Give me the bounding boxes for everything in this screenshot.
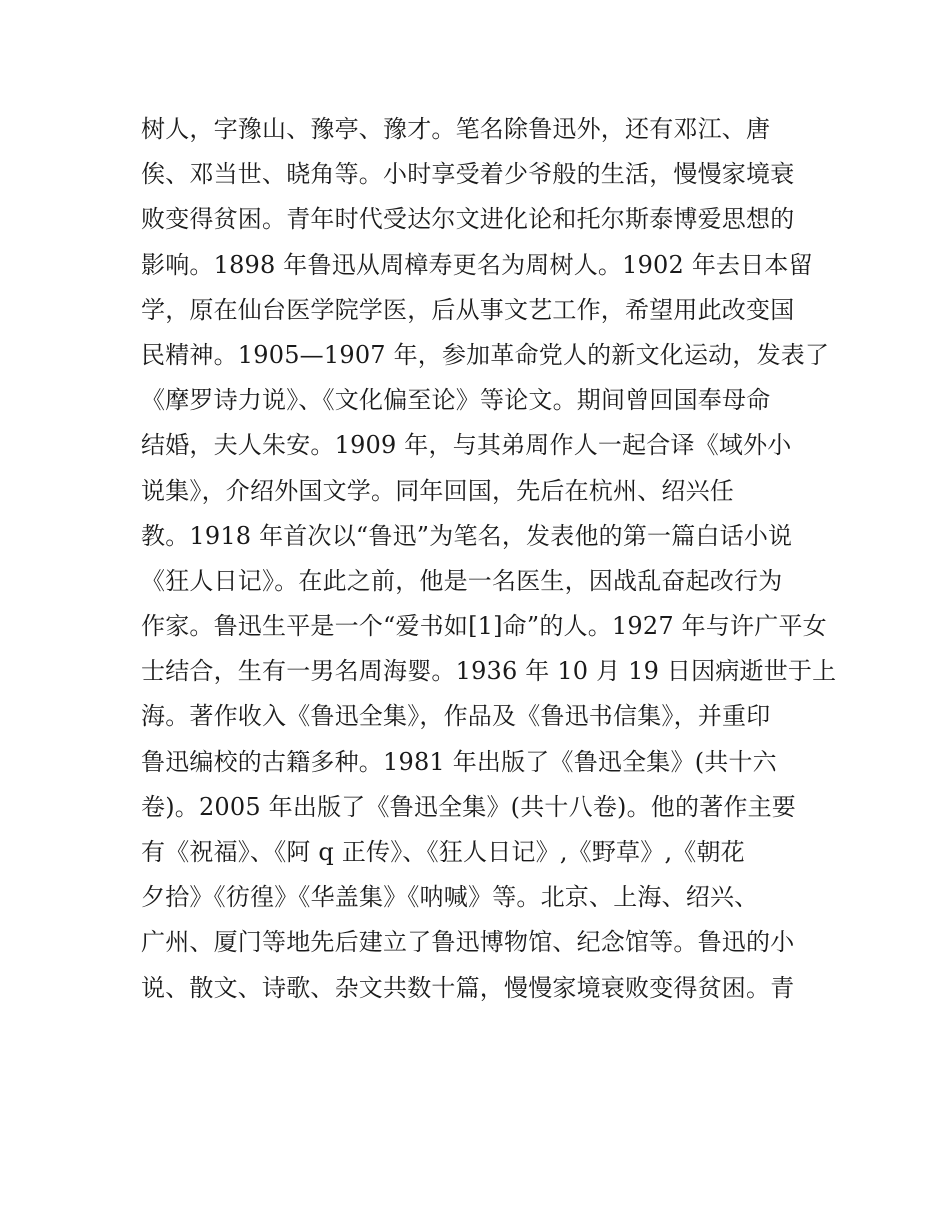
text-line: 结婚，夫人朱安。1909 年，与其弟周作人一起合译《域外小 <box>141 431 792 460</box>
text-line: 《摩罗诗力说》、《文化偏至论》等论文。期间曾回国奉母命 <box>141 386 771 415</box>
text-line: 学，原在仙台医学院学医，后从事文艺工作，希望用此改变国 <box>141 295 795 324</box>
text-line: 夕拾》《彷徨》《华盖集》《呐喊》等。北京、上海、绍兴、 <box>141 883 759 912</box>
text-line: 士结合，生有一男名周海婴。1936 年 10 月 19 日因病逝世于上 <box>141 657 837 686</box>
text-line: 有《祝福》、《阿 q 正传》、《狂人日记》,《野草》,《朝花 <box>141 838 745 866</box>
text-line: 作家。鲁迅生平是一个“爱书如[1]命”的人。1927 年与许广平女 <box>141 612 827 641</box>
text-line: 影响。1898 年鲁迅从周樟寿更名为周树人。1902 年去日本留 <box>141 250 813 279</box>
text-line: 海。著作收入《鲁迅全集》，作品及《鲁迅书信集》，并重印 <box>141 702 771 731</box>
text-line: 鲁迅编校的古籍多种。1981 年出版了《鲁迅全集》(共十六 <box>141 747 777 776</box>
text-line: 《狂人日记》。在此之前，他是一名医生，因战乱奋起改行为 <box>141 566 783 595</box>
body-text <box>141 107 837 1011</box>
text-line: 说集》，介绍外国文学。同年回国，先后在杭州、绍兴任 <box>141 476 734 505</box>
text-line: 教。1918 年首次以“鲁迅”为笔名，发表他的第一篇白话小说 <box>141 521 793 550</box>
text-line: 广州、厦门等地先后建立了鲁迅博物馆、纪念馆等。鲁迅的小 <box>141 928 795 957</box>
text-line: 树人，字豫山、豫亭、豫才。笔名除鲁迅外，还有邓江、唐 <box>141 115 771 143</box>
text-line: 俟、邓当世、晓角等。小时享受着少爷般的生活，慢慢家境衰 <box>141 160 795 189</box>
text-line: 败变得贫困。青年时代受达尔文进化论和托尔斯泰博爱思想的 <box>141 205 795 234</box>
text-line: 卷)。2005 年出版了《鲁迅全集》(共十八卷)。他的著作主要 <box>141 792 796 821</box>
text-line: 说、散文、诗歌、杂文共数十篇，慢慢家境衰败变得贫困。青 <box>141 973 795 1002</box>
text-line: 民精神。1905—1907 年，参加革命党人的新文化运动，发表了 <box>141 340 830 369</box>
